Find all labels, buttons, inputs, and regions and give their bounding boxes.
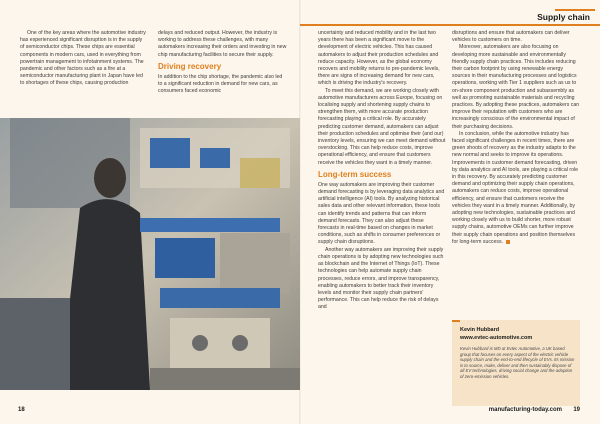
left-page-number: 18	[18, 407, 25, 413]
paragraph: Another way automakers are improving their supply chain operations is by adopting new technologies such as blockchain and the Internet of Things (IoT). These technologies can help automate supply chain processes, reduce errors, and improve transparency, enabling automakers to better track their inventory levels and monitor their supply chain partners' performance. This can help reduce the risk of delays and	[318, 246, 444, 311]
paragraph-text: In conclusion, while the automotive industry has faced significant challenges in recent times, there are green shoots of recovery as the industry adapts to the new normal and seeks to improve its operations. Improvements in customer demand forecasting, driven by data analytics and AI tools, are playing a critical role in this recovery. By accurately predicting customer demand and optimizing their supply chain operations, automakers can reduce costs, improve operational efficiency, and ensure that customers receive the vehicles they want in a timely manner. Additionally, by adopting new technologies, sustainable practices and working closely with us to build shorter, more robust supply chains, automotive OEMs can further improve their supply chain operations and position themselves for long-term success.	[452, 130, 579, 245]
footer-site[interactable]: manufacturing-today.com	[488, 407, 562, 413]
subheading-long-term-success: Long-term success	[318, 169, 392, 179]
subheading-driving-recovery: Driving recovery	[158, 61, 222, 71]
paragraph: One of the key areas where the automotive industry has experienced significant disruption is in the supply of semiconductor chips. These chips are essential components in modern cars, used in everything from powertrain management to infotainment systems. The pandemic and other factors such as a fire at a semiconductor manufacturing plant in Japan have led to shortages of these chips, causing production	[20, 30, 146, 87]
paragraph: Moreover, automakers are also focusing on developing more sustainable and environmentally friendly supply chain practices. This includes reducing their carbon footprint by using renewable energy sources in their manufacturing processes and logistics operations, working with Tier 1 suppliers such as us to on-shore component production and subassembly as well as promoting sustainable materials and recycling practices. By adopting these practices, automakers can improve their reputation with customers who are increasingly conscious of the environmental impact of their purchasing decisions.	[452, 44, 580, 130]
section-accent-bar	[555, 9, 595, 11]
right-page-number: 19	[573, 407, 580, 413]
column-1	[20, 30, 148, 88]
bio-accent-bar	[452, 320, 460, 322]
header-rule	[300, 24, 600, 26]
paragraph: disruptions and ensure that automakers can deliver vehicles to customers on time.	[452, 30, 570, 44]
column-2	[158, 30, 288, 95]
paragraph: In addition to the chip shortage, the pandemic also led to a significant reduction in demand for new cars, as consumers faced economic	[158, 73, 283, 95]
column-3	[318, 30, 446, 312]
paragraph	[452, 131, 582, 246]
paragraph: One way automakers are improving their customer demand forecasting is by leveraging data analytics and artificial intelligence (AI) tools. By analyzing historical sales data and other relevant information, these tools can identify trends and patterns that can inform demand forecasts. They can also adjust these forecasts in real-time based on changes in market conditions, such as shifts in consumer preferences or supply chain disruptions.	[318, 181, 445, 246]
paragraph: delays and reduced output. However, the industry is working to address these challenges, with many automakers increasing their orders and investing in new chip manufacturing facilities to secure their supply.	[158, 30, 287, 58]
author-bio-box	[452, 320, 580, 406]
paragraph: To meet this demand, we are working closely with automotive manufacturers across Europe, focusing on localising supply and shortening supply chains to strengthen them, with more accurate production forecasting playing a critical role. By accurately predicting customer demand, automakers can adjust their production schedules and optimise their (and our) inventory levels, ensuring we can meet demand without overstocking. This can help reduce costs, improve operational efficiency, and ensure that customers receive the vehicles they want in a timely manner.	[318, 87, 446, 166]
author-website-link[interactable]: www.evtec-automotive.com	[460, 335, 533, 341]
factory-photo-graphic	[0, 118, 300, 390]
factory-photo	[0, 118, 300, 390]
section-title: Supply chain	[537, 12, 590, 22]
author-name: Kevin Hubbard	[460, 327, 500, 333]
column-4	[452, 30, 582, 246]
end-mark-icon	[506, 240, 510, 244]
paragraph: uncertainty and reduced mobility and in the last two years there has been a significant move to the development of electric vehicles. This has caused automakers to adjust their production schedules and reduce capacity. However, as the global economy recovers and mobility returns to pre-pandemic levels, there are signs of increasing demand for new cars, which is driving the industry's recovery.	[318, 30, 440, 87]
author-bio-text: Kevin Hubbard is MD at Evtec Automotive, a UK based group that focuses on every aspect of the electric vehicle supply chain and the end-to-end lifecycle of EVs. Its mission is to source, make, deliver and then sustainably dispose of all EV technologies, driving social change and the adoption of zero-emission vehicles.	[460, 346, 575, 379]
